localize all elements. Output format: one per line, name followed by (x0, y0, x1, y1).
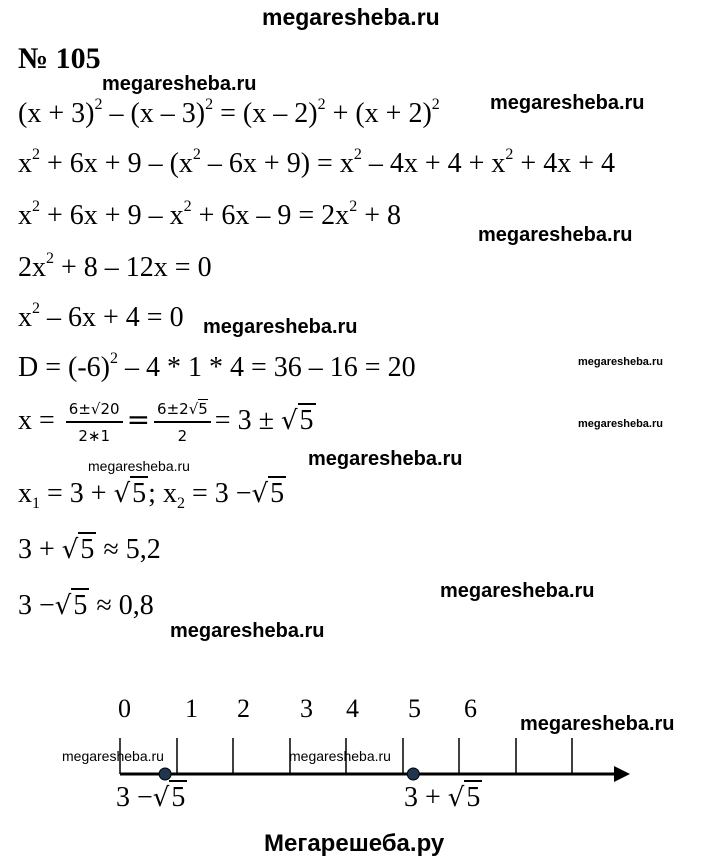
number-line (0, 690, 720, 820)
watermark: megaresheba.ru (578, 418, 663, 430)
equation-line-3: $x^2 + 6x + 9 - x^2 + 6x - 9 = 2x^2 + 8$ (18, 198, 401, 231)
approx-line-2: 3 −√5 ≈ 0,8 (18, 590, 154, 621)
roots-formula-line: x = $\frac{6\pm√20}{2∗1}$ = $\frac{6\pm 2√5}{2}$ = 3 ± √5 (18, 400, 314, 445)
fraction-1: $\frac{6\pm√20}{2∗1}$ (66, 400, 123, 445)
tick-label-5: 5 (408, 694, 421, 723)
watermark: megaresheba.ru (289, 748, 391, 764)
tick-label-2: 2 (237, 694, 250, 723)
discriminant-line: $D = (-6)^2 - 4 * 1 * 4 = 36 - 16 = 20$ (18, 350, 416, 383)
fraction-2: $\frac{6\pm 2√5}{2}$ (154, 400, 211, 445)
tick-label-3: 3 (300, 694, 313, 723)
watermark: megaresheba.ru (308, 448, 463, 470)
label-3-minus-sqrt5: 3 −√5 (116, 782, 186, 813)
equation-line-2: $x^2 + 6x + 9 - (x^2 - 6x + 9) = x^2 - 4x + 4 + x^2 + 4x + 4$ (18, 146, 615, 179)
watermark: megaresheba.ru (88, 458, 190, 474)
tick-label-4: 4 (346, 694, 359, 723)
tick-label-6: 6 (464, 694, 477, 723)
watermark: megaresheba.ru (203, 316, 358, 338)
roots-line: $x_1 = 3 + √5$; $x_2 = 3 -√5$ (18, 478, 285, 512)
problem-number: № 105 (18, 42, 101, 75)
watermark: megaresheba.ru (62, 748, 164, 764)
axis-ticks (120, 738, 572, 774)
equation-line-1: $(x + 3)^2 - (x - 3)^2 = (x - 2)^2 + (x + 2)^2$ (18, 96, 440, 129)
equation-line-4: $2x^2 + 8 - 12x = 0$ (18, 250, 212, 283)
site-header: megaresheba.ru (262, 4, 440, 30)
watermark: megaresheba.ru (440, 580, 595, 602)
watermark: megaresheba.ru (578, 356, 663, 368)
footer: Мегарешеба.ру (264, 830, 445, 857)
point-3-plus-sqrt5 (407, 768, 419, 780)
watermark: megaresheba.ru (520, 713, 675, 735)
watermark: megaresheba.ru (170, 620, 325, 642)
watermark: megaresheba.ru (102, 73, 257, 95)
tick-label-1: 1 (185, 694, 198, 723)
axis-arrow (614, 766, 630, 782)
point-3-minus-sqrt5 (159, 768, 171, 780)
label-3-plus-sqrt5: 3 + √5 (404, 782, 481, 813)
equation-line-5: $x^2 - 6x + 4 = 0$ (18, 300, 184, 333)
watermark: megaresheba.ru (490, 92, 645, 114)
approx-line-1: 3 + √5 ≈ 5,2 (18, 534, 161, 565)
tick-label-0: 0 (118, 694, 131, 723)
watermark: megaresheba.ru (478, 224, 633, 246)
number-line-svg (0, 690, 720, 820)
